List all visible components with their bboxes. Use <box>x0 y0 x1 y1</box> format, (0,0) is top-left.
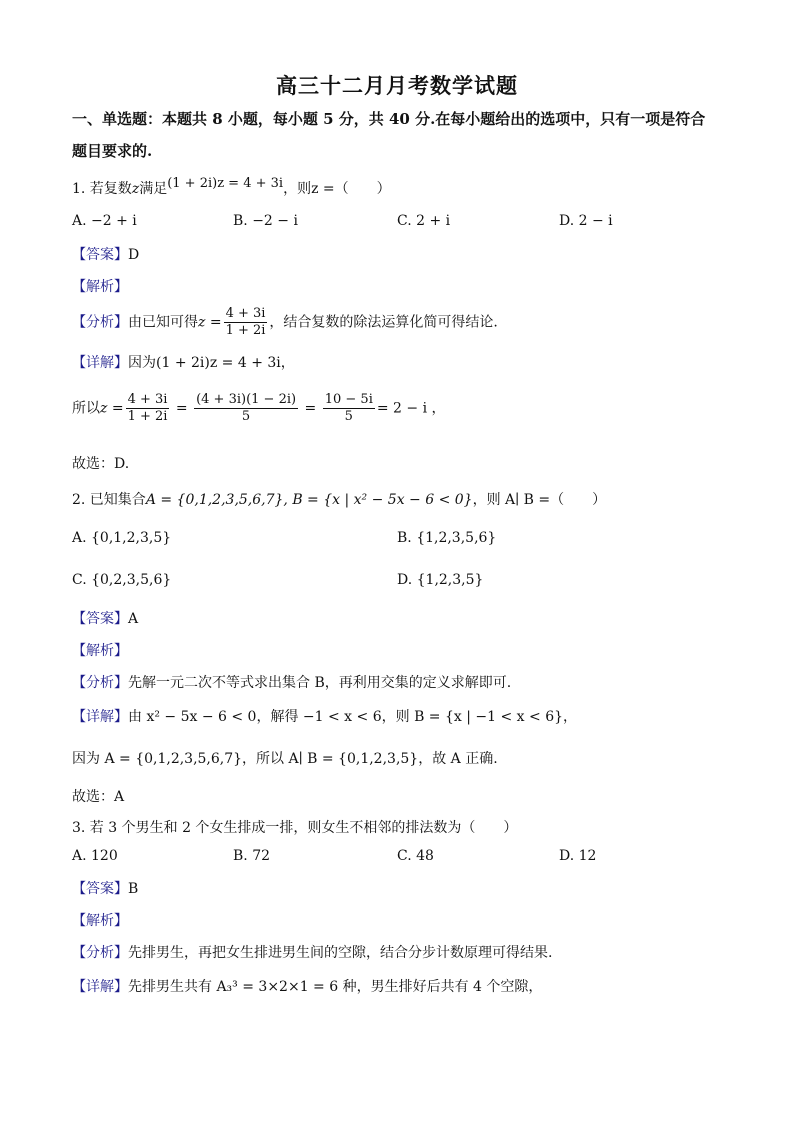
q1-suoyi: 所以 <box>72 400 100 417</box>
q1-f3-den: 5 <box>344 409 353 424</box>
q1-fraction-1 <box>126 392 170 425</box>
section-heading-line2: 题目要求的. <box>72 142 153 160</box>
q2-fenxi <box>72 672 511 692</box>
q1-var-z: z <box>131 181 140 197</box>
q2-set-b: , B = {x | x² − 5x − 6 < 0} <box>283 492 473 508</box>
q2-stem-text: 2. 已知集合 <box>72 492 146 508</box>
q1-fenxi-num: 4 + 3i <box>225 306 266 321</box>
q3-option-a: A. 120 <box>72 848 118 864</box>
q2-option-d: D. {1,2,3,5} <box>397 572 484 588</box>
answer-tag: 【答案】 <box>72 881 128 897</box>
q1-solution-z: z = <box>100 400 124 417</box>
q2-stem <box>72 489 606 509</box>
q1-fenxi-den: 1 + 2i <box>225 323 266 338</box>
q1-solution-line: 所以z = $\frac{4 + 3i}{1 + 2i}$ = $\frac{(4 + 3i)(1 - 2i)}{5}$ = $\frac{10 - 5i}{5}$ = 2 − i ， <box>72 392 446 424</box>
q3-analysis-tag: 【解析】 <box>72 913 128 929</box>
q3-xiangjie-text: 先排男生共有 A₃³ = 3×2×1 = 6 种，男生排好后共有 4 个空隙， <box>128 979 543 995</box>
q1-fenxi-post: ，结合复数的除法运算化简可得结论. <box>269 314 498 331</box>
q3-option-d: D. 12 <box>559 848 597 864</box>
q1-xiangjie-end: ， <box>280 355 295 371</box>
q2-answer-value: A <box>128 611 139 627</box>
q2-option-a: A. {0,1,2,3,5} <box>72 530 172 546</box>
q1-fraction-3 <box>323 392 375 425</box>
xiangjie-tag: 【详解】 <box>72 709 128 725</box>
q1-fenxi-z: z = <box>198 314 222 331</box>
q2-option-c: C. {0,2,3,5,6} <box>72 572 172 588</box>
q2-ask: ，则 A∣ B =（ ） <box>472 492 607 508</box>
q1-option-a: A. −2 + i <box>72 213 137 229</box>
q1-f1-den: 1 + 2i <box>127 409 168 424</box>
q2-fenxi-text: 先解一元二次不等式求出集合 B，再利用交集的定义求解即可. <box>128 675 512 691</box>
q1-result: = 2 − i ， <box>376 400 446 417</box>
q1-option-c: C. 2 + i <box>397 213 451 229</box>
q1-xiangjie-text: 因为 <box>128 355 156 371</box>
q1-stem-post: ，则 <box>283 181 312 197</box>
q2-xiangjie <box>72 706 577 726</box>
q1-analysis-tag: 【解析】 <box>72 279 128 295</box>
fenxi-tag: 【分析】 <box>72 314 128 331</box>
q1-stem-equation: (1 + 2i)z = 4 + 3i <box>167 176 284 191</box>
q1-stem-mid: 满足 <box>139 181 168 197</box>
q1-fenxi-pre: 由已知可得 <box>128 314 198 331</box>
section-heading-line1: 一、单选题：本题共 8 小题，每小题 5 分，共 40 分.在每小题给出的选项中，只有一项是符合 <box>72 110 706 128</box>
q1-fenxi-fraction <box>224 306 268 339</box>
q3-option-b: B. 72 <box>233 848 271 864</box>
q1-stem-pre: 1. 若复数 <box>72 181 132 197</box>
q1-answer-value: D <box>128 247 140 263</box>
q3-answer <box>72 878 138 898</box>
q1-xiangjie-eq: (1 + 2i)z = 4 + 3i <box>156 355 281 371</box>
q2-option-b: B. {1,2,3,5,6} <box>397 530 497 546</box>
q3-stem: 3. 若 3 个男生和 2 个女生排成一排，则女生不相邻的排法数为（ ） <box>72 820 518 836</box>
q1-f2-num: (4 + 3i)(1 − 2i) <box>196 392 297 407</box>
q2-because: 因为 A = {0,1,2,3,5,6,7}，所以 A∣ B = {0,1,2,3,5}，故 A 正确. <box>72 751 498 767</box>
q3-answer-value: B <box>128 881 139 897</box>
q1-xiangjie <box>72 352 295 372</box>
answer-tag: 【答案】 <box>72 247 128 263</box>
xiangjie-tag: 【详解】 <box>72 355 128 371</box>
fenxi-tag: 【分析】 <box>72 675 128 691</box>
q3-xiangjie <box>72 976 542 996</box>
q3-fenxi-text: 先排男生，再把女生排进男生间的空隙，结合分步计数原理可得结果. <box>128 945 553 961</box>
answer-tag: 【答案】 <box>72 611 128 627</box>
q2-answer <box>72 608 138 628</box>
q1-f1-num: 4 + 3i <box>127 392 168 407</box>
q2-conclusion: 故选：A <box>72 789 125 805</box>
page-title: 高三十二月月考数学试题 <box>276 73 518 98</box>
q1-conclusion: 故选：D. <box>72 456 130 472</box>
q1-option-d: D. 2 − i <box>559 213 613 229</box>
q1-option-b: B. −2 − i <box>233 213 298 229</box>
q1-fenxi <box>72 306 498 339</box>
q1-f3-num: 10 − 5i <box>324 392 373 407</box>
q3-option-c: C. 48 <box>397 848 434 864</box>
q2-xiangjie-text: 由 x² − 5x − 6 < 0，解得 −1 < x < 6，则 B = {x | −1 < x < 6}， <box>128 709 578 725</box>
q1-stem <box>72 178 391 198</box>
q3-fenxi <box>72 942 552 962</box>
q1-fraction-2 <box>194 392 298 425</box>
q2-analysis-tag: 【解析】 <box>72 643 128 659</box>
fenxi-tag: 【分析】 <box>72 945 128 961</box>
q1-stem-ask: z =（ ） <box>311 181 391 197</box>
xiangjie-tag: 【详解】 <box>72 979 128 995</box>
q2-set-a: A = {0,1,2,3,5,6,7} <box>145 492 284 508</box>
q1-f2-den: 5 <box>241 409 251 424</box>
q1-answer <box>72 244 139 264</box>
